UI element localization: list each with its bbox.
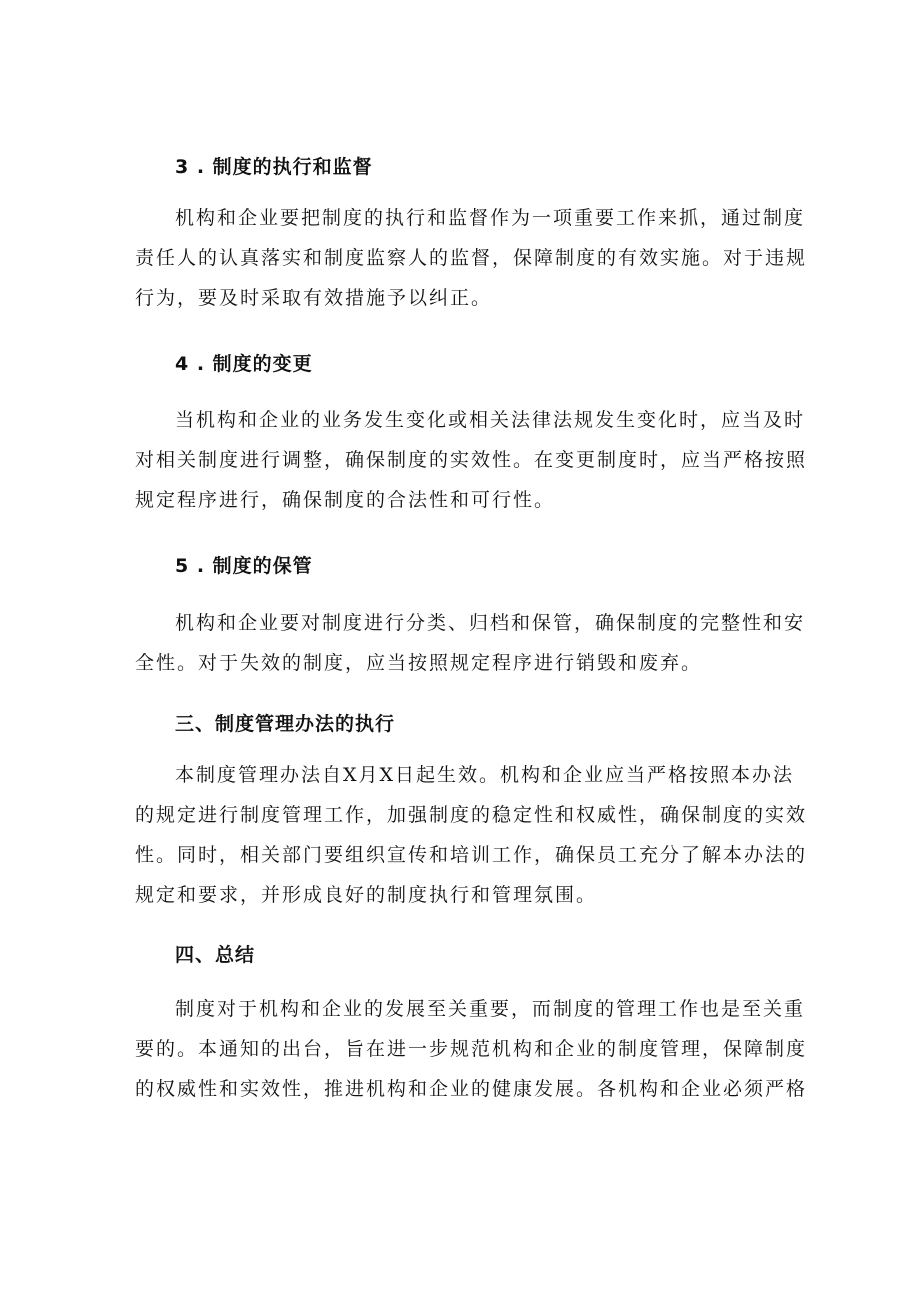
paragraph-line: 当机构和企业的业务发生变化或相关法律法规发生变化时，应当及时 [175,409,806,431]
section-heading: 4 . 制度的变更 [175,353,313,375]
paragraph-line: 的权威性和实效性，推进机构和企业的健康发展。各机构和企业必须严格 [135,1078,808,1100]
section-paragraph [135,989,808,1109]
section-heading: 5 . 制度的保管 [175,555,313,577]
paragraph-line: 行为，要及时采取有效措施予以纠正。 [135,287,493,309]
section-heading: 3 . 制度的执行和监督 [175,156,373,178]
section-paragraph [135,400,808,520]
section-heading: 三、制度管理办法的执行 [175,713,396,735]
paragraph-line: 本制度管理办法自X月X日起生效。机构和企业应当严格按照本办法 [175,764,795,786]
paragraph-line: 机构和企业要把制度的执行和监督作为一项重要工作来抓，通过制度 [175,207,806,229]
paragraph-line: 规定和要求，并形成良好的制度执行和管理氛围。 [135,884,598,906]
paragraph-line: 全性。对于失效的制度，应当按照规定程序进行销毁和废弃。 [135,652,703,674]
paragraph-line: 责任人的认真落实和制度监察人的监督，保障制度的有效实施。对于违规 [135,247,808,269]
paragraph-line: 性。同时，相关部门要组织宣传和培训工作，确保员工充分了解本办法的 [135,844,808,866]
section-paragraph [135,603,806,683]
paragraph-line: 对相关制度进行调整，确保制度的实效性。在变更制度时，应当严格按照 [135,449,808,471]
paragraph-line: 机构和企业要对制度进行分类、归档和保管，确保制度的完整性和安 [175,612,806,634]
paragraph-line: 的规定进行制度管理工作，加强制度的稳定性和权威性，确保制度的实效 [135,804,808,826]
section-paragraph [135,198,808,318]
section-paragraph [135,755,808,915]
paragraph-line: 要的。本通知的出台，旨在进一步规范机构和企业的制度管理，保障制度 [135,1038,808,1060]
paragraph-line: 制度对于机构和企业的发展至关重要，而制度的管理工作也是至关重 [175,998,806,1020]
paragraph-line: 规定程序进行，确保制度的合法性和可行性。 [135,489,556,511]
section-heading: 四、总结 [175,944,256,966]
